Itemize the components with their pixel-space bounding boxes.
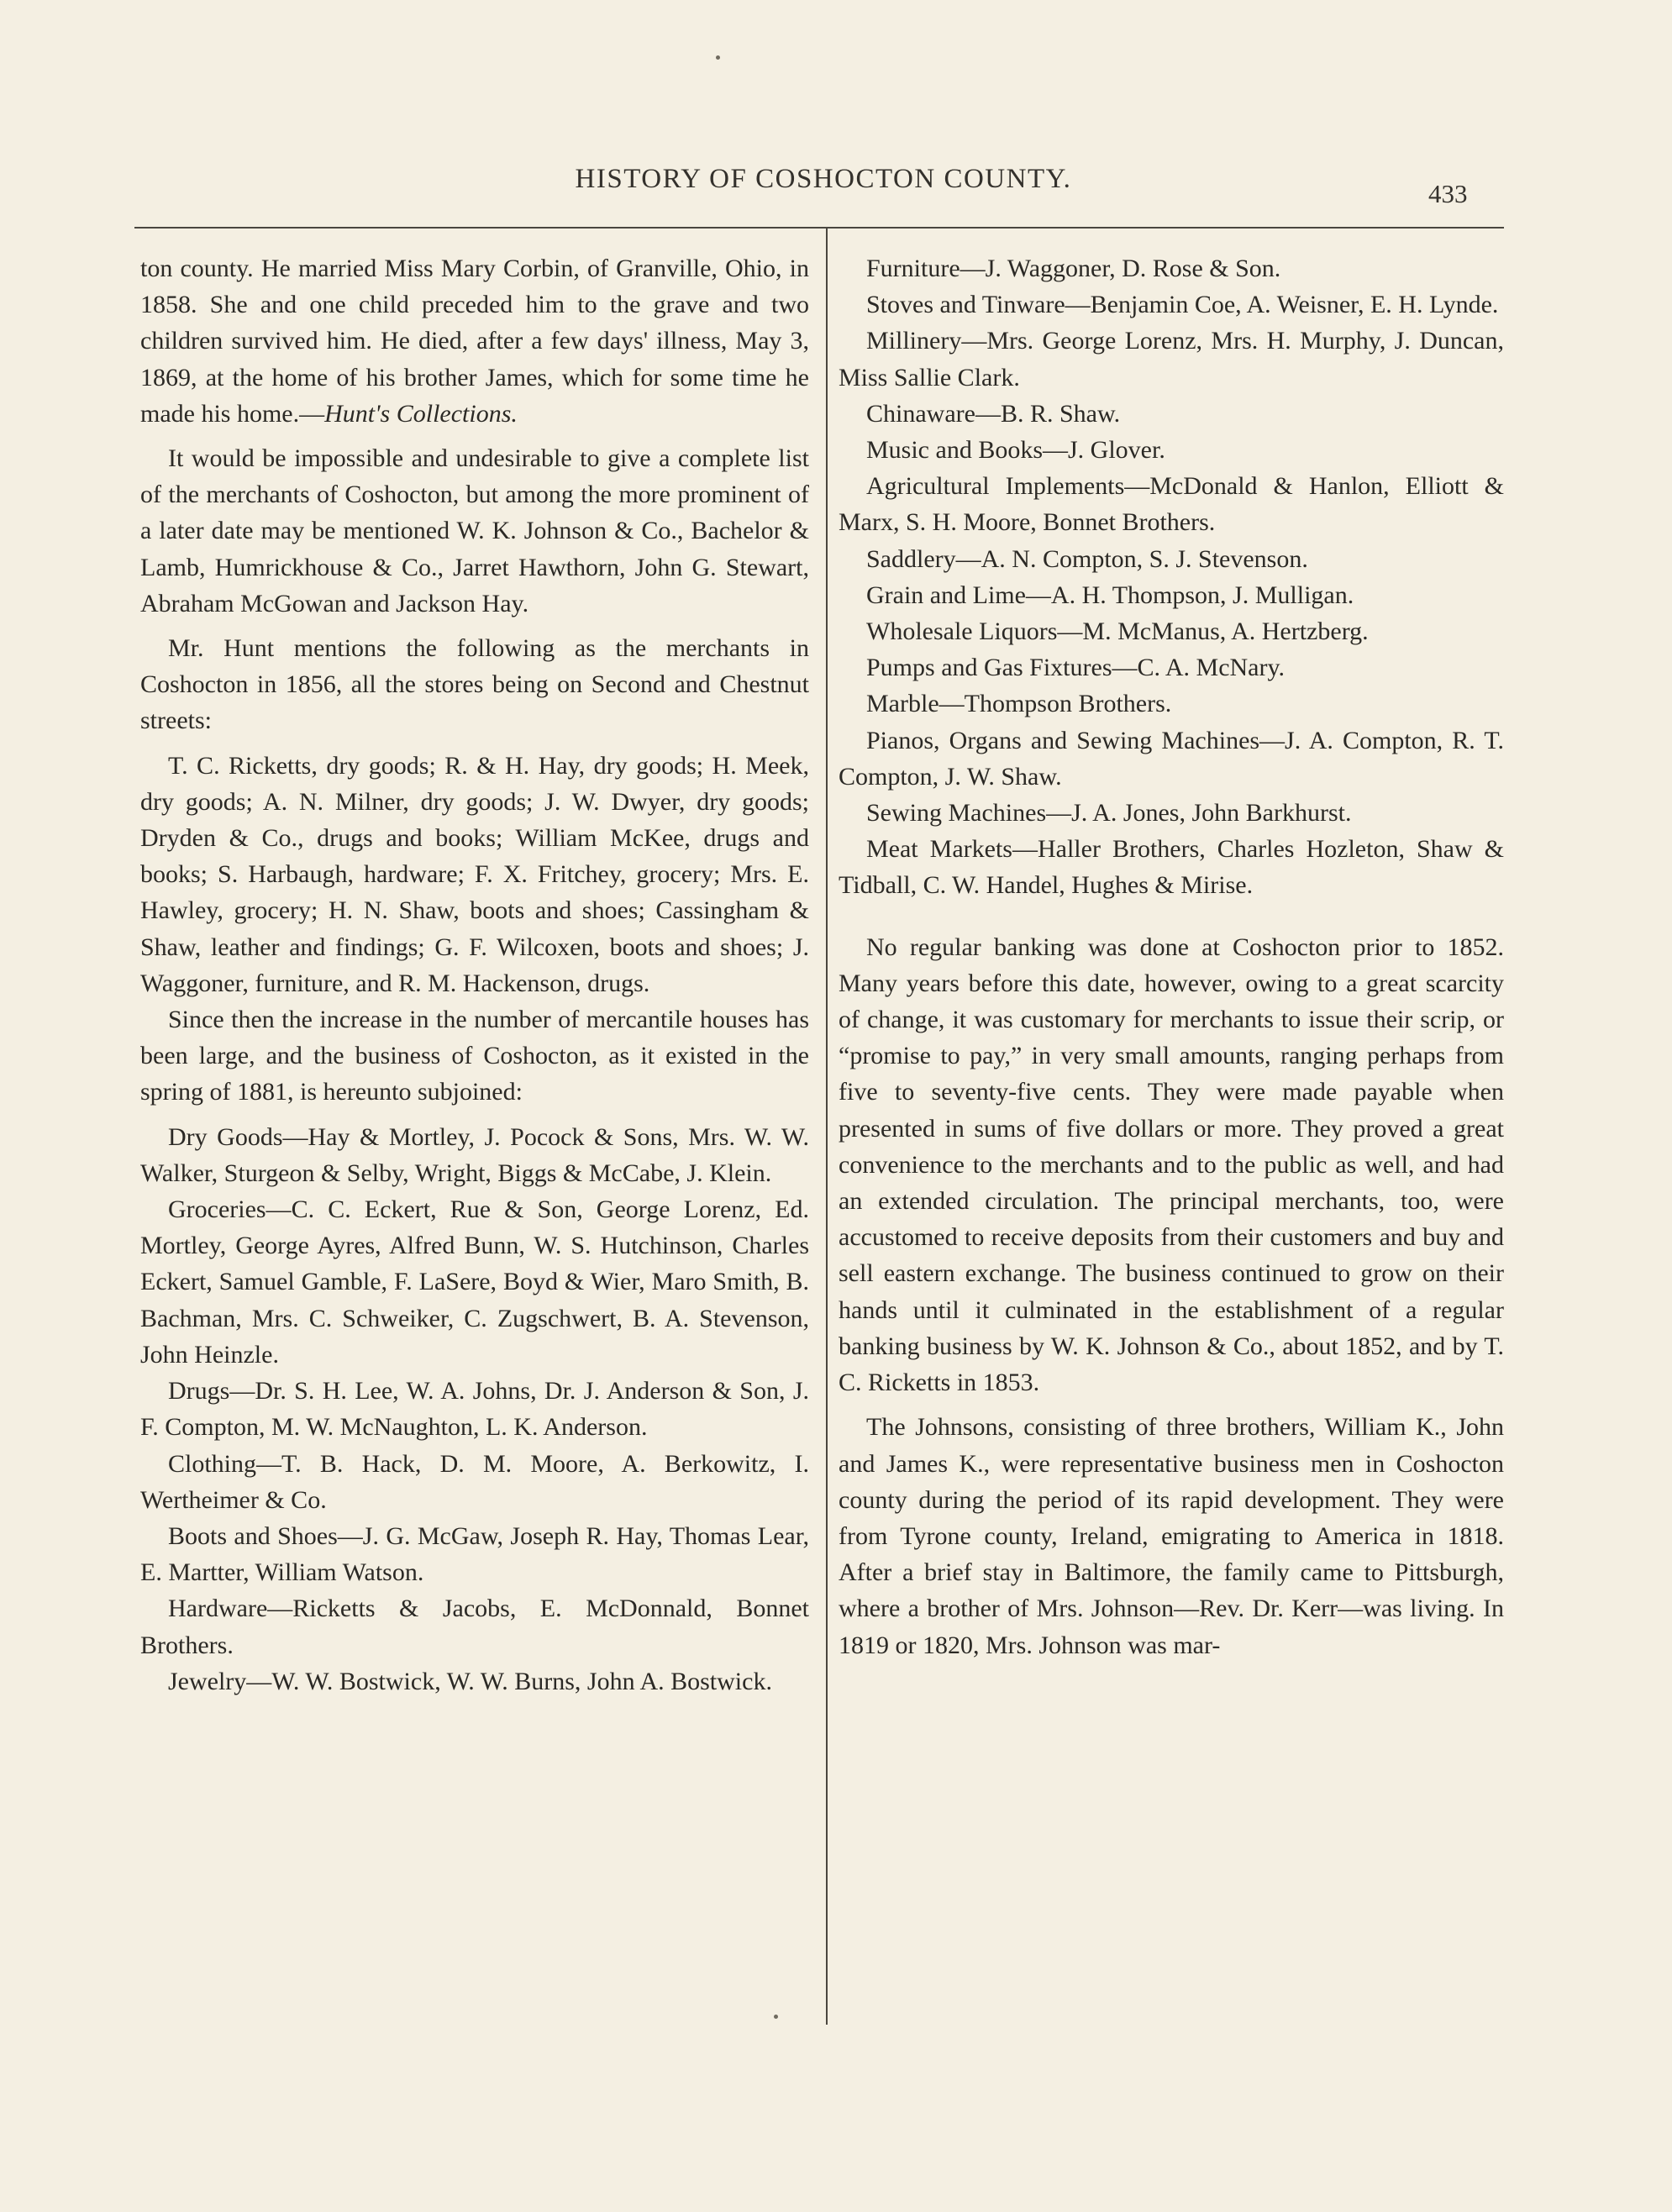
left-column (140, 250, 809, 1700)
paragraph: Millinery—Mrs. George Lorenz, Mrs. H. Murphy, J. Duncan, Miss Sallie Clark. (839, 327, 1504, 391)
paragraph: Music and Books—J. Glover. (866, 436, 1165, 465)
paragraph: Saddlery—A. N. Compton, S. J. Stevenson. (866, 544, 1308, 573)
paragraph: Marble—Thompson Brothers. (866, 690, 1172, 718)
paragraph-text: ton county. He married Miss Mary Corbin, of Granville, Ohio, in 1858. She and one child preceded him to the grave and two children survived him. He died, after a few days' illness, May 3, 1869, at the home of his brother James, which for some time he made his home.— (140, 255, 809, 428)
paragraph: T. C. Ricketts, dry goods; R. & H. Hay, dry goods; H. Meek, dry goods; A. N. Milner, dry goods; J. W. Dwyer, dry goods; Dryden & Co., drugs and books; William McKee, drugs and books; S. Harbaugh, hardware; F. X. Fritchey, grocery; Mrs. E. Hawley, grocery; H. N. Shaw, boots and shoes; Cassingham & Shaw, leather and findings; G. F. Wilcoxen, boots and shoes; J. Waggoner, furniture, and R. M. Hackenson, drugs. (140, 751, 809, 997)
paragraph: Jewelry—W. W. Bostwick, W. W. Burns, John A. Bostwick. (168, 1667, 772, 1695)
paragraph: Hardware—Ricketts & Jacobs, E. McDonnald, Bonnet Brothers. (140, 1595, 809, 1659)
paragraph: Meat Markets—Haller Brothers, Charles Hozleton, Shaw & Tidball, C. W. Handel, Hughes & Mirise. (839, 835, 1504, 900)
page-number: 433 (1428, 179, 1468, 208)
paragraph: Chinaware—B. R. Shaw. (866, 399, 1121, 428)
right-column (839, 250, 1504, 1672)
column-divider (826, 227, 828, 2025)
paragraph: Boots and Shoes—J. G. McGaw, Joseph R. Hay, Thomas Lear, E. Martter, William Watson. (140, 1521, 809, 1587)
paragraph: It would be impossible and undesirable to give a complete list of the merchants of Coshocton, but among the more prominent of a later date may be mentioned W. K. Johnson & Co., Bachelor & Lamb, Humrickhouse & Co., Jarret Hawthorn, John G. Stewart, Abraham McGowan and Jackson Hay. (140, 444, 809, 617)
header-rule (134, 227, 1504, 229)
paragraph: No regular banking was done at Coshocton prior to 1852. Many years before this date, however, owing to a great scarcity of change, it was customary for merchants to issue their scrip, or “promise to pay,” in very small amounts, ranging perhaps from five to seventy-five cents. They were made payable when presented in sums of five dollars or more. They proved a great convenience to the merchants and to the public as well, and had an extended circulation. The principal merchants, too, were accustomed to receive deposits from their customers and buy and sell eastern exchange. The business continued to grow on their hands until it culminated in the establishment of a regular banking business by W. K. Johnson & Co., about 1852, and by T. C. Ricketts in 1853. (839, 933, 1504, 1397)
citation: Hunt's Collections. (324, 399, 518, 428)
paragraph: Pianos, Organs and Sewing Machines—J. A. Compton, R. T. Compton, J. W. Shaw. (839, 726, 1504, 791)
paragraph: Dry Goods—Hay & Mortley, J. Pocock & Sons, Mrs. W. W. Walker, Sturgeon & Selby, Wright, Biggs & McCabe, J. Klein. (140, 1122, 809, 1187)
paragraph: Clothing—T. B. Hack, D. M. Moore, A. Berkowitz, I. Wertheimer & Co. (140, 1449, 809, 1514)
print-speck (774, 2015, 778, 2019)
paragraph: Agricultural Implements—McDonald & Hanlon, Elliott & Marx, S. H. Moore, Bonnet Brothers. (839, 472, 1504, 537)
paragraph: Sewing Machines—J. A. Jones, John Barkhurst. (866, 799, 1352, 828)
print-speck (716, 55, 720, 60)
paragraph: Furniture—J. Waggoner, D. Rose & Son. (866, 255, 1281, 282)
paragraph: Stoves and Tinware—Benjamin Coe, A. Weisner, E. H. Lynde. (866, 291, 1499, 319)
page-header (0, 164, 1672, 206)
paragraph: Mr. Hunt mentions the following as the merchants in Coshocton in 1856, all the stores being on Second and Chestnut streets: (140, 634, 809, 735)
running-title: HISTORY OF COSHOCTON COUNTY. (575, 164, 1072, 194)
paragraph: Grain and Lime—A. H. Thompson, J. Mulligan. (866, 581, 1354, 609)
paragraph (140, 250, 809, 432)
paragraph: The Johnsons, consisting of three brothers, William K., John and James K., were representative business men in Coshocton county during the period of its rapid development. They were from Tyrone county, Ireland, emigrating to America in 1818. After a brief stay in Baltimore, the family came to Pittsburgh, where a brother of Mrs. Johnson—Rev. Dr. Kerr—was living. In 1819 or 1820, Mrs. Johnson was mar- (839, 1413, 1504, 1659)
paragraph: Since then the increase in the number of mercantile houses has been large, and the business of Coshocton, as it existed in the spring of 1881, is hereunto subjoined: (140, 1006, 809, 1106)
paragraph: Wholesale Liquors—M. McManus, A. Hertzberg. (866, 617, 1369, 646)
paragraph: Groceries—C. C. Eckert, Rue & Son, George Lorenz, Ed. Mortley, George Ayres, Alfred Bunn, W. S. Hutchinson, Charles Eckert, Samuel Gamble, F. LaSere, Boyd & Wier, Maro Smith, B. Bachman, Mrs. C. Schweiker, C. Zugschwert, B. A. Stevenson, John Heinzle. (140, 1195, 809, 1369)
paragraph: Drugs—Dr. S. H. Lee, W. A. Johns, Dr. J. Anderson & Son, J. F. Compton, M. W. McNaughton, L. K. Anderson. (140, 1377, 809, 1442)
paragraph: Pumps and Gas Fixtures—C. A. McNary. (866, 654, 1286, 682)
